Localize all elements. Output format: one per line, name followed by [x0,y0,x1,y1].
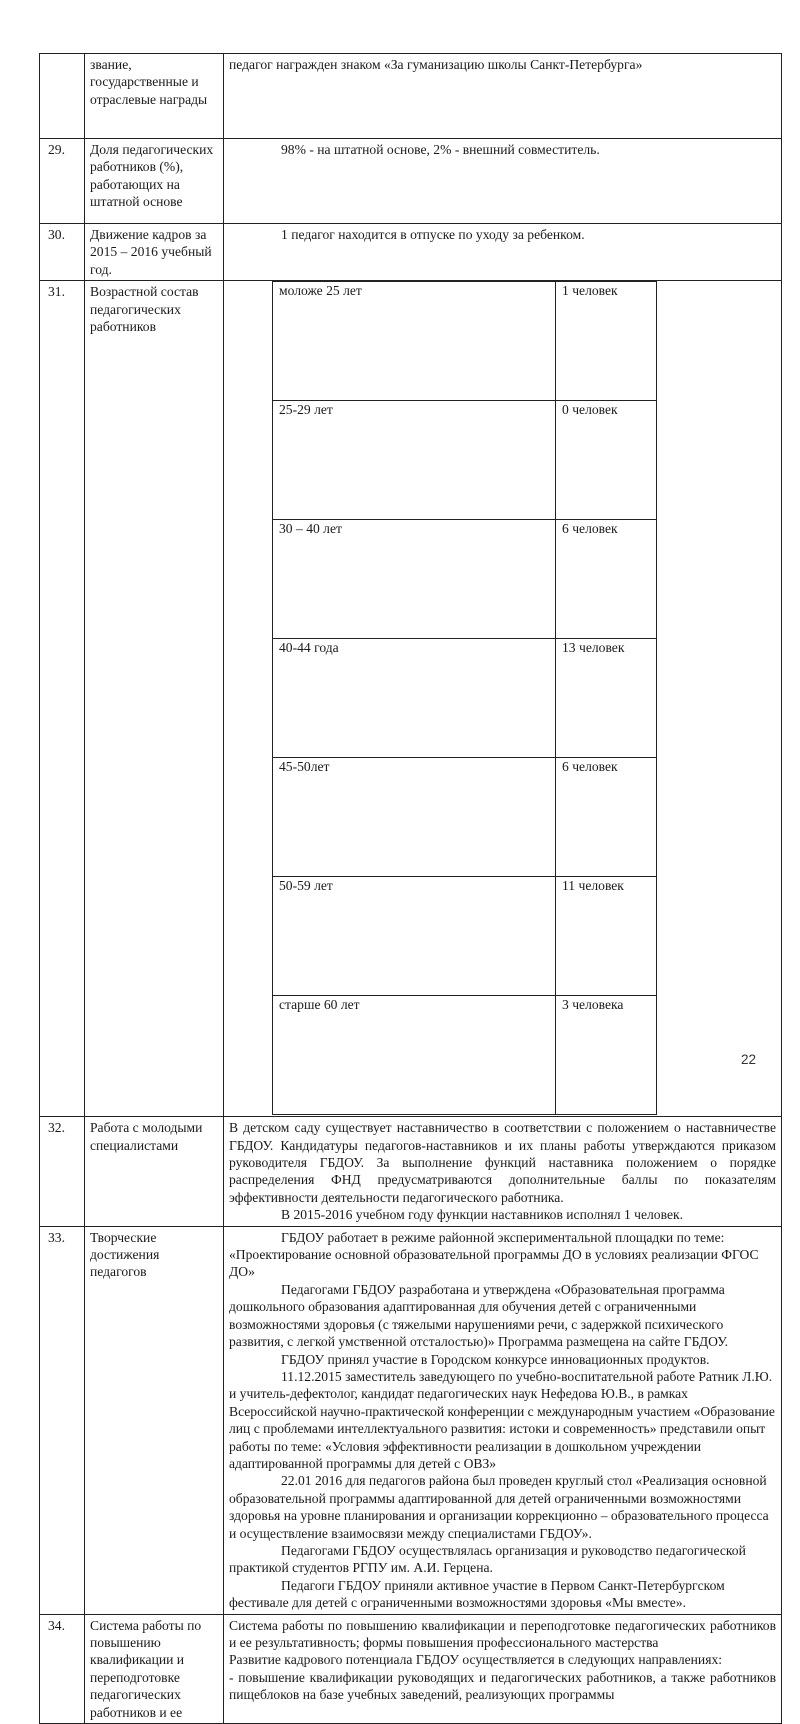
age-count: 6 человек [556,520,657,639]
table-row [40,1614,782,1723]
row-number: 33. [40,1226,85,1614]
table-row [40,139,782,224]
row-content [224,1117,782,1226]
paragraph: В 2015-2016 учебном году функции наставников исполнял 1 человек. [281,1207,683,1223]
paragraph: Педагоги ГБДОУ приняли активное участие в Первом Санкт-Петербургском фестивале для детей с ограниченными возможностями здоровья «Мы вместе». [229,1577,725,1611]
age-group: старше 60 лет [273,996,556,1115]
age-group: 50-59 лет [273,877,556,996]
row-number: 29. [40,139,85,224]
row-label: Доля педагогических работников (%), работающих на штатной основе [85,139,224,224]
row-number: 31. [40,281,85,1117]
table-row [273,520,657,639]
age-count: 1 человек [556,282,657,401]
paragraph: 11.12.2015 заместитель заведующего по учебно-воспитательной работе Ратник Л.Ю. и учитель-дефектолог, кандидат педагогических наук Нефедова Ю.В., в рамках Всероссийской научно-практической конференции с международным участием «Образование лиц с проблемами интеллектуального развития: истоки и современность» представили опыт работы по теме: «Условия эффективности реализации в дошкольном учреждении адаптированной программы для детей с ОВЗ» [229,1368,775,1471]
row-label: звание, государственные и отраслевые награды [85,54,224,139]
row-label: Возрастной состав педагогических работников [85,281,224,1117]
report-table [39,53,782,1724]
table-row [273,401,657,520]
age-group: 45-50лет [273,758,556,877]
paragraph: Педагогами ГБДОУ разработана и утверждена «Образовательная программа дошкольного образования адаптированная для обучения детей с ограниченными возможностями здоровья (с тяжелыми нарушениями речи, с задержкой психического развития, с легкой умственной отсталостью)» Программа размещена на сайте ГБДОУ. [229,1281,729,1350]
table-row [273,282,657,401]
row-number: 32. [40,1117,85,1226]
row-number: 30. [40,224,85,281]
row-content [224,54,782,139]
row-label: Творческие достижения педагогов [85,1226,224,1614]
paragraph: - повышение квалификации руководящих и педагогических работников, а также работников пищеблоков на базе учебных заведений, реализующих программы [229,1669,776,1703]
age-count: 3 человека [556,996,657,1115]
table-row [40,1117,782,1226]
paragraph: В детском саду существует наставничество в соответствии с положением о наставничестве ГБДОУ. Кандидатуры педагогов-наставников и их планы работы утверждаются приказом руководителя ГБДОУ. За выполнение функций наставника положением о порядке распределения ФНД предусматриваются дополнительные баллы по показателям эффективности деятельности педагогического работника. [229,1120,776,1205]
table-row [40,224,782,281]
paragraph: Система работы по повышению квалификации и переподготовке педагогических работников и ее результативность; формы повышения профессионального мастерства [229,1617,776,1650]
age-count: 11 человек [556,877,657,996]
table-row [40,281,782,1117]
row-content [224,139,782,224]
age-group: 25-29 лет [273,401,556,520]
age-count: 13 человек [556,639,657,758]
row-content [224,224,782,281]
table-row [40,54,782,139]
table-row [273,758,657,877]
row-content [224,1226,782,1614]
row-label: Движение кадров за 2015 – 2016 учебный год. [85,224,224,281]
paragraph: ГБДОУ работает в режиме районной экспериментальной площадки по теме: «Проектирование основной образовательной программы ДО в условиях реализации ФГОС ДО» [229,1229,759,1280]
age-count: 6 человек [556,758,657,877]
paragraph: 22.01 2016 для педагогов района был проведен круглый стол «Реализация основной образовательной программы адаптированной для детей ограниченными возможностями здоровья на уровне планирования и организации коррекционно – образовательного процесса и осуществление взаимосвязи между специалистами ГБДОУ». [229,1473,769,1541]
age-group: 40-44 года [273,639,556,758]
age-group: моложе 25 лет [273,282,556,401]
table-row [273,639,657,758]
table-row [273,996,657,1115]
paragraph: педагог награжден знаком «За гуманизацию школы Санкт-Петербурга» [229,57,643,72]
page-number: 22 [741,1052,757,1067]
row-label: Работа с молодыми специалистами [85,1117,224,1226]
age-table [272,281,657,1115]
row-label: Система работы по повышению квалификации и переподготовке педагогических работников и ее [85,1614,224,1723]
row-content [224,1614,782,1723]
paragraph: Педагогами ГБДОУ осуществлялась организация и руководство педагогической практикой студентов РГПУ им. А.И. Герцена. [229,1542,746,1576]
paragraph: 98% - на штатной основе, 2% - внешний совместитель. [281,142,600,157]
row-number [40,54,85,139]
table-row [40,1226,782,1614]
paragraph: ГБДОУ принял участие в Городском конкурсе инновационных продуктов. [281,1351,710,1367]
paragraph: Развитие кадрового потенциала ГБДОУ осуществляется в следующих направлениях: [229,1652,723,1668]
paragraph: 1 педагог находится в отпуске по уходу за ребенком. [281,227,585,242]
row-number: 34. [40,1614,85,1723]
table-row [273,877,657,996]
age-count: 0 человек [556,401,657,520]
row-content [224,281,782,1117]
age-group: 30 – 40 лет [273,520,556,639]
